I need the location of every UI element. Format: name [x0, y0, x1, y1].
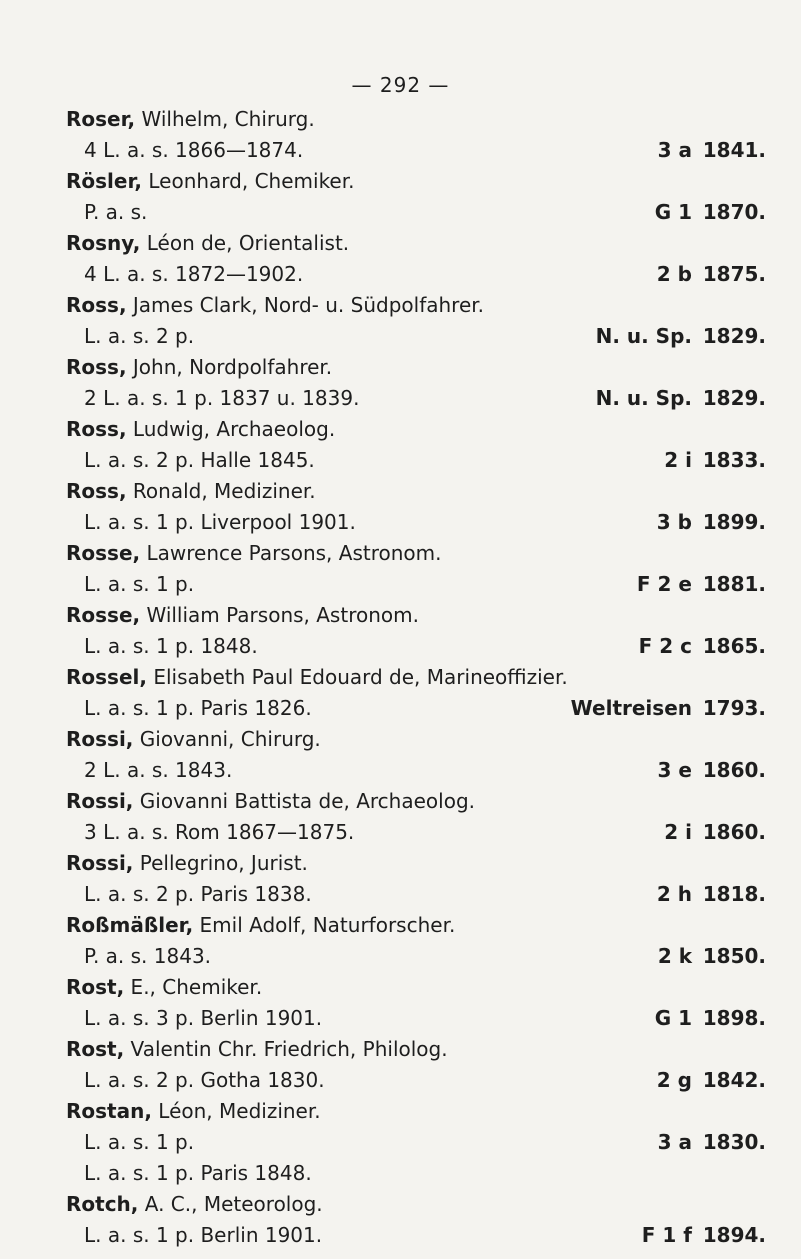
entry-signature	[596, 383, 766, 414]
entry	[66, 352, 766, 414]
entry	[66, 1034, 766, 1096]
entry-year: 1850.	[702, 944, 766, 968]
entry-name	[66, 724, 766, 755]
entry-description: Pellegrino, Jurist.	[133, 851, 308, 875]
entry-surname: Ross,	[66, 479, 127, 503]
entry	[66, 724, 766, 786]
entry-surname: Rossi,	[66, 727, 134, 751]
entry-year: 1881.	[702, 572, 766, 596]
entry	[66, 600, 766, 662]
entry-code: 2 k	[657, 944, 692, 968]
entry-description: Léon de, Orientalist.	[140, 231, 350, 255]
entry-year: 1894.	[702, 1223, 766, 1247]
entry-detail	[66, 321, 766, 352]
entry-name	[66, 538, 766, 569]
entry-detail-text: L. a. s. 2 p. Halle 1845.	[84, 448, 315, 472]
page-number: — 292 —	[351, 73, 450, 97]
entry-surname: Rosny,	[66, 231, 141, 255]
entry	[66, 662, 766, 724]
entry-detail	[66, 507, 766, 538]
entry-detail	[66, 383, 766, 414]
entry-surname: Rotch,	[66, 1192, 139, 1216]
entry-surname: Rostan,	[66, 1099, 152, 1123]
entry-detail	[66, 817, 766, 848]
entry-name	[66, 1189, 766, 1220]
entry-detail	[66, 135, 766, 166]
entry-name	[66, 228, 766, 259]
entry	[66, 290, 766, 352]
entry-detail-text: 4 L. a. s. 1872—1902.	[84, 262, 304, 286]
entry-detail-text: L. a. s. 1 p. Paris 1826.	[84, 696, 312, 720]
entry-year: 1860.	[702, 820, 766, 844]
entry-code: F 2 e	[636, 572, 692, 596]
entry-detail	[66, 569, 766, 600]
entry-surname: Rösler,	[66, 169, 142, 193]
entry-signature	[639, 631, 766, 662]
entry-description: James Clark, Nord- u. Südpolfahrer.	[126, 293, 485, 317]
entry-year: 1841.	[702, 138, 766, 162]
entry-name	[66, 476, 766, 507]
entry-year: 1833.	[702, 448, 766, 472]
entry-detail-text: 2 L. a. s. 1 p. 1837 u. 1839.	[84, 386, 360, 410]
entry	[66, 972, 766, 1034]
entry-signature	[658, 135, 766, 166]
entry-year: 1860.	[702, 758, 766, 782]
entry-year: 1865.	[702, 634, 766, 658]
entry-signature	[664, 445, 766, 476]
entry-detail	[66, 755, 766, 786]
entry-code: 2 b	[656, 262, 692, 286]
entry	[66, 538, 766, 600]
entry-surname: Roßmäßler,	[66, 913, 194, 937]
entry-signature	[657, 259, 766, 290]
entry-detail-text: L. a. s. 1 p. Berlin 1901.	[84, 1223, 323, 1247]
entry-signature	[658, 941, 766, 972]
entry-name	[66, 1096, 766, 1127]
entry-detail	[66, 1065, 766, 1096]
entry-detail	[66, 197, 766, 228]
entry-signature	[655, 197, 766, 228]
entry-year: 1899.	[702, 510, 766, 534]
entry-detail-text: L. a. s. 1 p. Paris 1848.	[84, 1161, 312, 1185]
entry-detail-text: 2 L. a. s. 1843.	[84, 758, 233, 782]
entry-list	[66, 104, 766, 1251]
entry-code: N. u. Sp.	[595, 324, 692, 348]
entry-name	[66, 848, 766, 879]
entry-signature	[657, 1065, 766, 1096]
entry-signature	[642, 1220, 766, 1251]
entry	[66, 476, 766, 538]
entry-description: Giovanni, Chirurg.	[133, 727, 321, 751]
entry-surname: Rossel,	[66, 665, 147, 689]
entry-detail-text: 4 L. a. s. 1866—1874.	[84, 138, 304, 162]
entry-description: John, Nordpolfahrer.	[126, 355, 333, 379]
entry-signature	[596, 321, 766, 352]
entry-code: 2 h	[656, 882, 692, 906]
entry-detail-text: L. a. s. 2 p. Gotha 1830.	[84, 1068, 325, 1092]
entry-surname: Rosse,	[66, 541, 141, 565]
entry-detail	[66, 1003, 766, 1034]
entry	[66, 848, 766, 910]
entry-year: 1842.	[702, 1068, 766, 1092]
entry-name	[66, 600, 766, 631]
entry-signature	[657, 879, 766, 910]
entry-signature	[657, 507, 766, 538]
entry-code: 3 e	[657, 758, 692, 782]
entry-detail-text: L. a. s. 3 p. Berlin 1901.	[84, 1006, 323, 1030]
entry-signature	[664, 817, 766, 848]
entry	[66, 166, 766, 228]
entry-name	[66, 972, 766, 1003]
entry-detail-text: L. a. s. 2 p.	[84, 324, 195, 348]
entry-description: Ronald, Mediziner.	[126, 479, 316, 503]
entry	[66, 414, 766, 476]
entry-surname: Rost,	[66, 975, 125, 999]
entry-surname: Ross,	[66, 355, 127, 379]
entry-code: 3 a	[657, 138, 692, 162]
entry-year: 1870.	[702, 200, 766, 224]
entry-detail-text: L. a. s. 1 p. 1848.	[84, 634, 258, 658]
entry-surname: Roser,	[66, 107, 136, 131]
entry-year: 1898.	[702, 1006, 766, 1030]
entry-code: F 1 f	[641, 1223, 692, 1247]
entry-detail	[66, 693, 766, 724]
entry	[66, 104, 766, 166]
entry-detail-text: L. a. s. 1 p. Liverpool 1901.	[84, 510, 356, 534]
entry-detail-text: L. a. s. 1 p.	[84, 572, 195, 596]
entry-detail	[66, 1220, 766, 1251]
entry-name	[66, 1034, 766, 1065]
entry-name	[66, 910, 766, 941]
entry	[66, 1189, 766, 1251]
entry-description: Ludwig, Archaeolog.	[126, 417, 336, 441]
entry-detail	[66, 1127, 766, 1158]
entry-code: G 1	[654, 1006, 692, 1030]
entry-code: F 2 c	[638, 634, 692, 658]
entry	[66, 228, 766, 290]
entry-detail	[66, 941, 766, 972]
entry-code: N. u. Sp.	[595, 386, 692, 410]
entry-name	[66, 786, 766, 817]
entry-description: Léon, Mediziner.	[151, 1099, 321, 1123]
entry-code: 2 i	[664, 448, 692, 472]
entry-surname: Rossi,	[66, 851, 134, 875]
entry-surname: Ross,	[66, 293, 127, 317]
entry-description: William Parsons, Astronom.	[140, 603, 419, 627]
entry-signature	[658, 755, 766, 786]
entry	[66, 786, 766, 848]
entry-description: A. C., Meteorolog.	[138, 1192, 323, 1216]
entry-surname: Rost,	[66, 1037, 125, 1061]
entry	[66, 1096, 766, 1189]
entry-description: E., Chemiker.	[124, 975, 263, 999]
entry	[66, 910, 766, 972]
entry-name	[66, 662, 766, 693]
entry-code: 3 a	[657, 1130, 692, 1154]
entry-year: 1829.	[702, 324, 766, 348]
entry-surname: Ross,	[66, 417, 127, 441]
entry-name	[66, 290, 766, 321]
entry-code: 3 b	[656, 510, 692, 534]
entry-name	[66, 414, 766, 445]
entry-surname: Rosse,	[66, 603, 141, 627]
entry-name	[66, 352, 766, 383]
entry-code: G 1	[654, 200, 692, 224]
entry-year: 1829.	[702, 386, 766, 410]
entry-surname: Rossi,	[66, 789, 134, 813]
entry-signature	[658, 1127, 766, 1158]
entry-detail-text: L. a. s. 1 p.	[84, 1130, 195, 1154]
entry-signature	[571, 693, 766, 724]
entry-code: Weltreisen	[570, 696, 692, 720]
entry-name	[66, 166, 766, 197]
entry-description: Emil Adolf, Naturforscher.	[193, 913, 456, 937]
entry-description: Leonhard, Chemiker.	[142, 169, 355, 193]
entry-detail	[66, 879, 766, 910]
entry-code: 2 g	[656, 1068, 692, 1092]
entry-code: 2 i	[664, 820, 692, 844]
entry-detail	[66, 259, 766, 290]
entry-description: Valentin Chr. Friedrich, Philolog.	[124, 1037, 448, 1061]
entry-signature	[655, 1003, 766, 1034]
entry-year: 1793.	[702, 696, 766, 720]
entry-year: 1830.	[702, 1130, 766, 1154]
entry-description: Lawrence Parsons, Astronom.	[140, 541, 442, 565]
entry-detail-text: P. a. s. 1843.	[84, 944, 212, 968]
entry-detail	[66, 631, 766, 662]
entry-detail	[66, 445, 766, 476]
entry-detail-text: L. a. s. 2 p. Paris 1838.	[84, 882, 312, 906]
entry-detail-text: P. a. s.	[84, 200, 148, 224]
entry-signature	[637, 569, 766, 600]
entry-description: Wilhelm, Chirurg.	[135, 107, 315, 131]
entry-description: Elisabeth Paul Edouard de, Marineoffizier.	[146, 665, 568, 689]
entry-description: Giovanni Battista de, Archaeolog.	[133, 789, 475, 813]
entry-year: 1818.	[702, 882, 766, 906]
entry-detail-text: 3 L. a. s. Rom 1867—1875.	[84, 820, 355, 844]
entry-name	[66, 104, 766, 135]
entry-year: 1875.	[702, 262, 766, 286]
entry-detail	[66, 1158, 766, 1189]
